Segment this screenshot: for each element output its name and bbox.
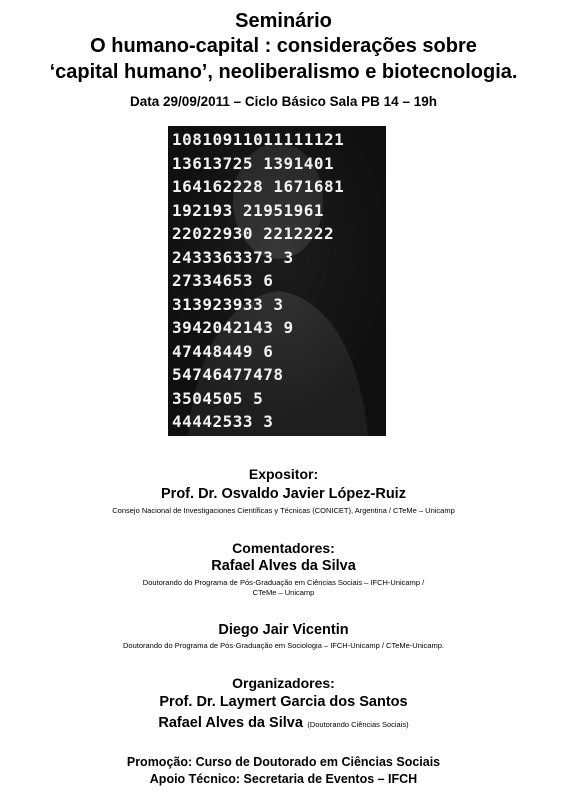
apoio-line: Apoio Técnico: Secretaria de Eventos – IFCH	[149, 772, 418, 786]
comentador-1-affiliation-cont: CTeMe – Unicamp	[252, 588, 315, 597]
comentador-2-affiliation: Doutorando do Programa de Pós-Graduação em Sociologia – IFCH-Unicamp / CTeMe-Unicamp.	[123, 641, 444, 650]
promocao-line: Promoção: Curso de Doutorado em Ciências Sociais	[126, 755, 441, 769]
organizador-2-note: (Doutorando Ciências Sociais)	[307, 720, 409, 729]
number-row: 44442533 3	[172, 412, 274, 431]
number-row: 3942042143 9	[172, 318, 294, 337]
title-line-1: Seminário	[235, 10, 332, 32]
number-row: 10810911011111121	[172, 130, 345, 149]
number-row: 47448449 6	[172, 341, 274, 361]
organizador-1-name: Prof. Dr. Laymert Garcia dos Santos	[159, 694, 408, 710]
organizadores-heading: Organizadores:	[232, 675, 335, 691]
expositor-heading: Expositor:	[248, 466, 319, 482]
number-row: 22022930 2212222	[172, 224, 335, 243]
number-row: 2433363373 3	[172, 247, 294, 267]
organizador-2-name: Rafael Alves da Silva	[158, 715, 303, 731]
poster-image	[168, 126, 386, 436]
number-row: 13613725 1391401	[172, 153, 335, 173]
comentador-2-name: Diego Jair Vicentin	[218, 622, 349, 638]
number-row: 3504505 5	[172, 388, 264, 408]
number-row: 27334653 6	[172, 271, 274, 290]
expositor-affiliation: Consejo Nacional de Investigaciones Científicas y Técnicas (CONICET), Argentina / CTeMe – Unicamp	[112, 506, 455, 515]
number-row: 164162228 1671681	[172, 177, 345, 196]
expositor-name: Prof. Dr. Osvaldo Javier López-Ruiz	[161, 486, 406, 502]
comentador-1-name: Rafael Alves da Silva	[211, 558, 356, 574]
number-row: 192193 21951961	[172, 200, 324, 220]
title-line-2: O humano-capital : considerações sobre	[90, 35, 477, 57]
event-date: Data 29/09/2011 – Ciclo Básico Sala PB 14 – 19h	[130, 94, 437, 109]
number-row: 313923933 3	[172, 294, 284, 314]
organizador-2	[0, 714, 567, 732]
comentador-1-affiliation: Doutorando do Programa de Pós-Graduação em Ciências Sociais – IFCH-Unicamp /	[142, 578, 425, 587]
title-line-3: ‘capital humano’, neoliberalismo e biotecnologia.	[49, 61, 518, 83]
comentadores-heading: Comentadores:	[232, 540, 335, 556]
number-row: 54746477478	[172, 365, 284, 384]
